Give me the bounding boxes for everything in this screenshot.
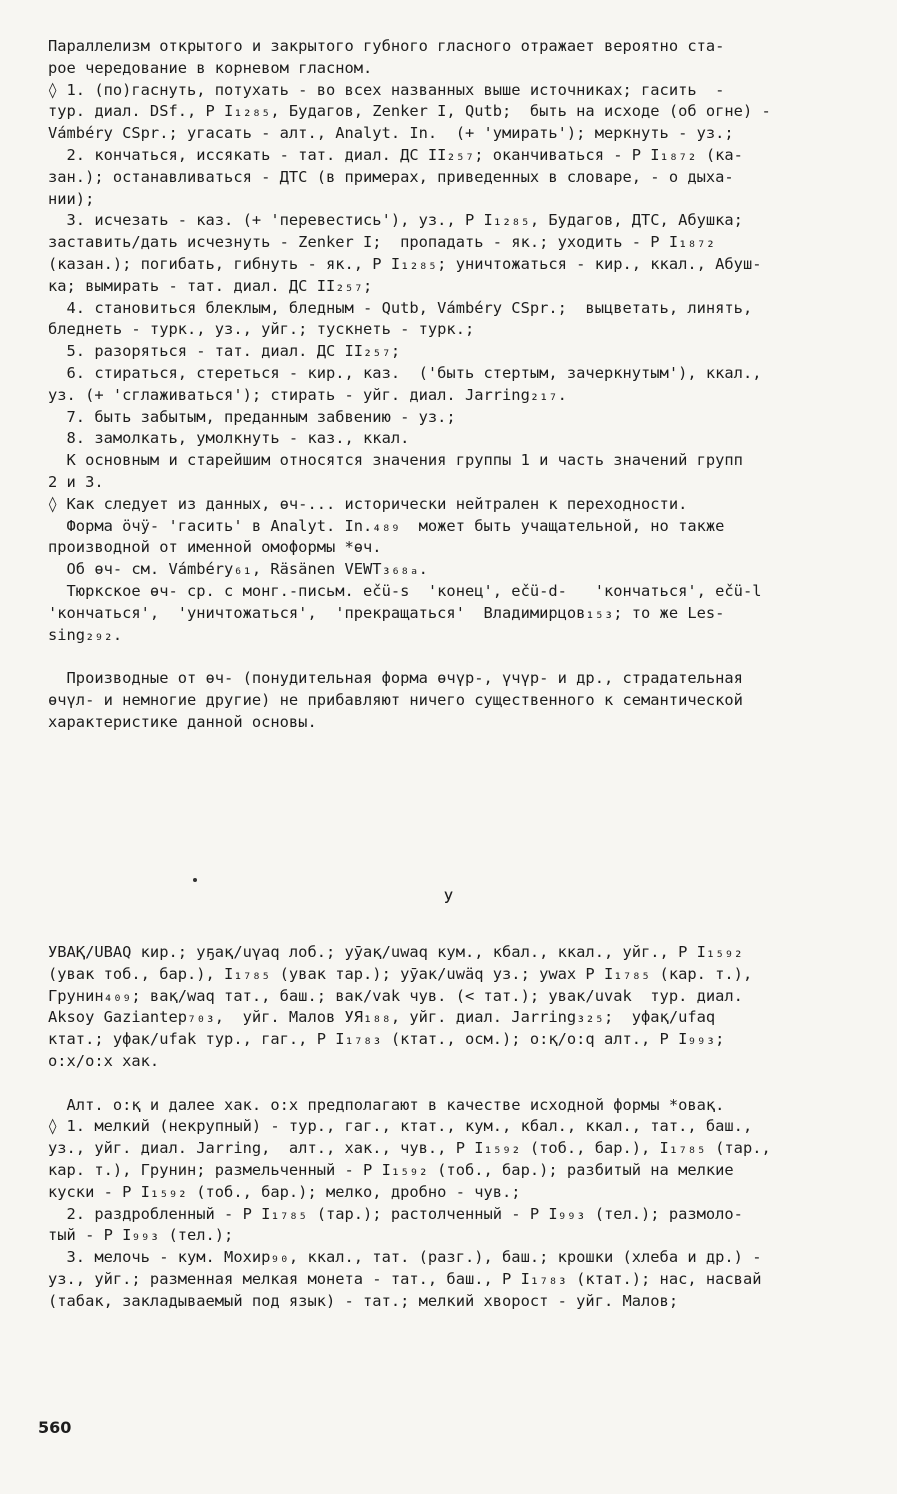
text-line: ◊ Как следует из данных, өч-... исторически нейтрален к переходности.	[48, 494, 688, 513]
text-line: куски - Р I₁₅₉₂ (тоб., бар.); мелко, дробно - чув.;	[48, 1182, 521, 1201]
text-line: (табак, закладываемый под язык) - тат.; мелкий хворост - уйг. Малов;	[48, 1291, 679, 1310]
text-line: кар. т.), Грунин; размельченный - Р I₁₅₉₂ (тоб., бар.); разбитый на мелкие	[48, 1160, 734, 1179]
text-line: о:х/o:x хак.	[48, 1051, 160, 1070]
text-line: ка; вымирать - тат. диал. ДС II₂₅₇;	[48, 276, 373, 295]
text-line: Об өч- см. Vámbéry₆₁, Räsänen VEWT₃₆₈ₐ.	[48, 560, 428, 579]
text-line: 6. стираться, стереться - кир., каз. ('быть стертым, зачеркнутым'), ккал.,	[48, 363, 762, 382]
text-line: характеристике данной основы.	[48, 712, 317, 731]
text-line	[48, 646, 876, 668]
entry-och-continuation	[48, 36, 876, 734]
text-line: 2 и 3.	[48, 472, 104, 491]
section-heading: У	[443, 888, 454, 907]
text-line: нии);	[48, 189, 95, 208]
text-line: 3. исчезать - каз. (+ 'перевестись'), уз., Р I₁₂₈₅, Будагов, ДТС, Абушка;	[48, 211, 743, 230]
text-line	[48, 1073, 876, 1095]
text-line: (увак тоб., бар.), I₁₇₈₅ (увак тар.); уӯак/uwäq уз.; уwах Р I₁₇₈₅ (кар. т.),	[48, 964, 753, 983]
text-line: 8. замолкать, умолкнуть - каз., ккал.	[48, 429, 410, 448]
text-line: Параллелизм открытого и закрытого губного гласного отражает вероятно ста-	[48, 37, 725, 55]
ink-dot	[193, 878, 197, 882]
text-line: Aksoy Gaziantep₇₀₃, уйг. Малов УЯ₁₈₈, уйг. диал. Jarring₃₂₅; уфақ/ufaq	[48, 1008, 716, 1027]
text-line: производной от именной омоформы *өч.	[48, 538, 382, 557]
text-line: заставить/дать исчезнуть - Zenker I; пропадать - як.; уходить - Р I₁₈₇₂	[48, 233, 716, 252]
text-line: Алт. о:қ и далее хак. о:х предполагают в качестве исходной формы *овақ.	[48, 1095, 725, 1114]
text-line: 'кончаться', 'уничтожаться', 'прекращаться' Владимирцов₁₅₃; то же Les-	[48, 603, 725, 622]
text-line: тур. диал. DSf., Р I₁₂₈₅, Будагов, Zenker I, Qutb; быть на исходе (об огне) -	[48, 102, 771, 121]
text-line: 2. кончаться, иссякать - тат. диал. ДС II₂₅₇; оканчиваться - Р I₁₈₇₂ (ка-	[48, 145, 743, 164]
text-line: Тюркское өч- ср. с монг.-письм. ečü-s 'конец', ečü-d- 'кончаться', ečü-l	[48, 581, 762, 600]
text-line: УВАҚ/UBAQ кир.; уҕақ/uγaq лоб.; уӯақ/uwaq кум., кбал., ккал., уйг., Р I₁₅₉₂	[48, 943, 743, 961]
text-line: К основным и старейшим относятся значения группы 1 и часть значений групп	[48, 451, 743, 470]
text-line: 4. становиться блеклым, бледным - Qutb, Vámbéry CSpr.; выцветать, линять,	[48, 298, 753, 317]
text-line: ктат.; уфак/ufak тур., гаг., Р I₁₇₈₃ (ктат., осм.); о:қ/o:q алт., Р I₉₉₃;	[48, 1030, 725, 1049]
text-line: ◊ 1. (по)гаснуть, потухать - во всех названных выше источниках; гасить -	[48, 80, 725, 99]
text-line: өчүл- и немногие другие) не прибавляют ничего существенного к семантической	[48, 690, 743, 709]
text-line: бледнеть - турк., уз., уйг.; тускнеть - турк.;	[48, 320, 475, 339]
text-line: 7. быть забытым, преданным забвению - уз.;	[48, 407, 456, 426]
text-line: уз., уйг. диал. Jarring, алт., хак., чув., Р I₁₅₉₂ (тоб., бар.), I₁₇₈₅ (тар.,	[48, 1139, 771, 1158]
text-line: Грунин₄₀₉; вақ/waq тат., баш.; вак/vak чув. (< тат.); увак/uvak тур. диал.	[48, 986, 743, 1005]
text-line: 5. разоряться - тат. диал. ДС II₂₅₇;	[48, 342, 401, 361]
page-number: 560	[38, 1418, 72, 1437]
text-line: Форма ӧчӱ- 'гасить' в Analyt. In.₄₈₉ может быть учащательной, но также	[48, 516, 725, 535]
text-line: ◊ 1. мелкий (некрупный) - тур., гаг., ктат., кум., кбал., ккал., тат., баш.,	[48, 1117, 753, 1136]
text-line: Производные от өч- (понудительная форма өчүр-, үчүр- и др., страдательная	[48, 669, 743, 688]
text-line: sing₂₉₂.	[48, 625, 123, 644]
entry-uvaq	[48, 942, 876, 1313]
text-line: уз., уйг.; разменная мелкая монета - тат., баш., Р I₁₇₈₃ (ктат.); нас, насвай	[48, 1269, 762, 1288]
text-line: тый - Р I₉₉₃ (тел.);	[48, 1226, 234, 1245]
text-line: зан.); останавливаться - ДТС (в примерах, приведенных в словаре, - о дыха-	[48, 167, 734, 186]
text-line: Vámbéry CSpr.; угасать - алт., Analyt. In. (+ 'умирать'); меркнуть - уз.;	[48, 124, 734, 143]
text-line: рое чередование в корневом гласном.	[48, 58, 373, 77]
text-line: (казан.); погибать, гибнуть - як., Р I₁₂₈₅; уничтожаться - кир., ккал., Абуш-	[48, 254, 762, 273]
text-line: 3. мелочь - кум. Мохир₉₀, ккал., тат. (разг.), баш.; крошки (хлеба и др.) -	[48, 1248, 762, 1267]
text-line: уз. (+ 'сглаживаться'); стирать - уйг. диал. Jarring₂₁₇.	[48, 385, 567, 404]
text-line: 2. раздробленный - Р I₁₇₈₅ (тар.); растолченный - Р I₉₉₃ (тел.); размоло-	[48, 1204, 743, 1223]
